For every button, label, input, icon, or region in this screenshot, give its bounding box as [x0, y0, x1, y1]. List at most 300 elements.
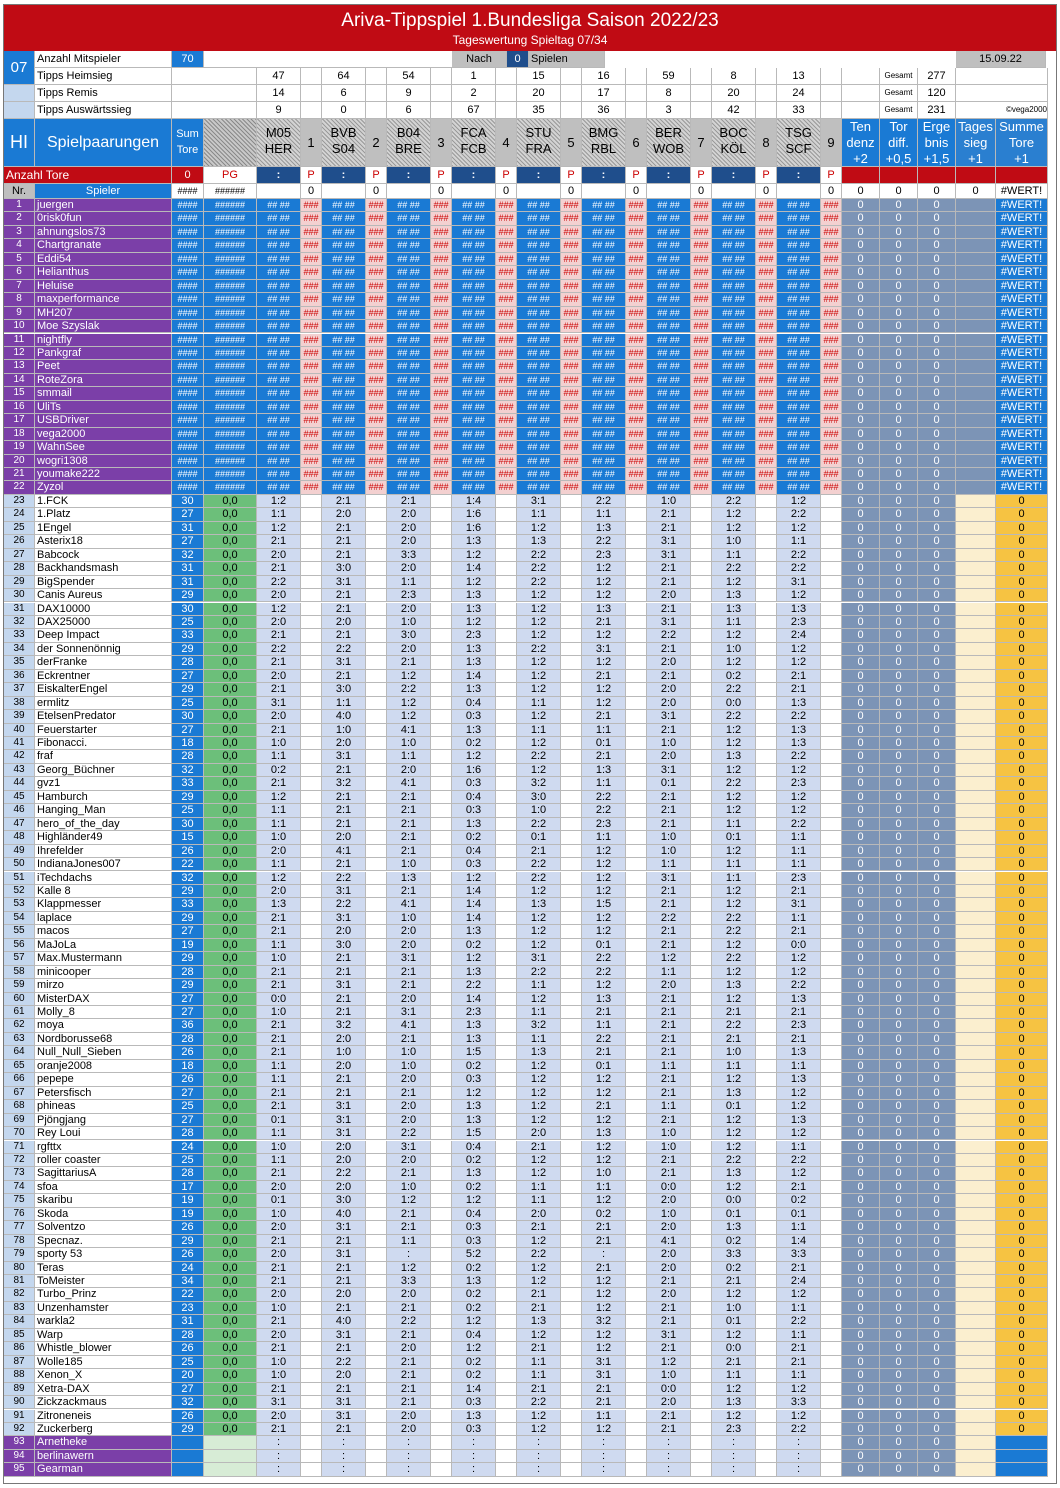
tip: 3:1	[322, 885, 366, 898]
tip-hash: ## ##	[322, 239, 366, 252]
tip-hash: ## ##	[777, 226, 821, 239]
tip: 1:2	[712, 1141, 756, 1154]
points-hash: ###	[496, 414, 517, 427]
bonus-val: 0	[918, 495, 956, 508]
bonus-val: 0	[918, 1127, 956, 1140]
points	[821, 1087, 842, 1100]
points	[821, 1262, 842, 1275]
points	[561, 858, 582, 871]
bonus-val: 0	[996, 1141, 1048, 1154]
tip-count: 0	[322, 102, 366, 119]
points	[821, 697, 842, 710]
tip: 2:1	[387, 1033, 431, 1046]
bonus-val: 0	[918, 1060, 956, 1073]
tip: 2:1	[647, 1410, 691, 1423]
tip: 0:3	[452, 1073, 496, 1086]
points-hash: ###	[821, 280, 842, 293]
bonus-val: 0	[842, 508, 880, 521]
tip: 1:1	[777, 831, 821, 844]
bonus-val	[956, 629, 996, 642]
bonus-val	[956, 374, 996, 387]
tip-hash: ## ##	[517, 401, 561, 414]
tip: 3:3	[777, 1248, 821, 1261]
points	[301, 1006, 322, 1019]
points	[756, 750, 777, 763]
row-number: 6	[4, 266, 35, 279]
points-hash: ###	[756, 320, 777, 333]
bonus-val: 0	[842, 387, 880, 400]
points	[691, 616, 712, 629]
row-number: 88	[4, 1369, 35, 1382]
tip: 1:2	[387, 697, 431, 710]
tip: 1:1	[517, 1369, 561, 1382]
points-hash: ###	[821, 428, 842, 441]
tip: 2:0	[257, 1410, 301, 1423]
points	[496, 697, 517, 710]
points-hash: ###	[691, 428, 712, 441]
points-hash: ###	[821, 360, 842, 373]
sum-tore: 29	[172, 952, 204, 965]
bonus-val	[956, 1006, 996, 1019]
tip: 2:1	[387, 1383, 431, 1396]
points	[366, 979, 387, 992]
points	[626, 1127, 647, 1140]
tip: 1:2	[582, 1342, 626, 1355]
bonus-val: 0	[996, 952, 1048, 965]
zero-cell: 0	[691, 184, 712, 199]
tip: 1:2	[517, 1423, 561, 1436]
tip: 2:2	[387, 683, 431, 696]
sum-tore: 29	[172, 1235, 204, 1248]
points	[756, 522, 777, 535]
tip-gap	[366, 68, 387, 85]
pg-value: 0,0	[204, 1194, 257, 1207]
points-hash: ###	[626, 374, 647, 387]
tip: 2:0	[647, 1221, 691, 1234]
points	[561, 764, 582, 777]
tip: 2:1	[582, 1396, 626, 1409]
points	[431, 1154, 452, 1167]
points	[366, 589, 387, 602]
match-home: M05	[265, 125, 292, 140]
tip-hash: ## ##	[647, 253, 691, 266]
bonus-val: 0	[842, 777, 880, 790]
points	[561, 1235, 582, 1248]
points	[821, 1315, 842, 1328]
points	[691, 979, 712, 992]
row-number: 95	[4, 1463, 35, 1476]
tip-hash: ## ##	[452, 401, 496, 414]
tip: 2:1	[777, 925, 821, 938]
tip: 1:3	[712, 589, 756, 602]
tip: 2:2	[257, 643, 301, 656]
tip: 1:2	[582, 1194, 626, 1207]
points	[496, 1060, 517, 1073]
points	[561, 1087, 582, 1100]
tip: 2:1	[257, 777, 301, 790]
tip: 2:1	[582, 1100, 626, 1113]
tip: 1:3	[452, 683, 496, 696]
points	[561, 1450, 582, 1463]
sum-tore: 32	[172, 1396, 204, 1409]
player-name: Rey Loui	[35, 1127, 172, 1140]
points	[366, 872, 387, 885]
bonus-val: 0	[918, 683, 956, 696]
points	[496, 549, 517, 562]
tip: 2:1	[322, 629, 366, 642]
pg-value: 0,0	[204, 1087, 257, 1100]
tip-hash: ## ##	[452, 293, 496, 306]
tip-count: 17	[582, 85, 626, 102]
points-hash: ###	[366, 401, 387, 414]
tip: 2:1	[647, 562, 691, 575]
bonus-val: 0	[842, 1342, 880, 1355]
points	[301, 1114, 322, 1127]
player-name: Kalle 8	[35, 885, 172, 898]
tip: 2:1	[712, 1356, 756, 1369]
points	[691, 858, 712, 871]
points-hash: ###	[366, 239, 387, 252]
points	[626, 1046, 647, 1059]
pg-value: 0,0	[204, 1006, 257, 1019]
points	[821, 522, 842, 535]
points	[366, 1019, 387, 1032]
tip: 3:1	[647, 710, 691, 723]
points-hash: ###	[626, 347, 647, 360]
points	[366, 885, 387, 898]
tip: 1:1	[257, 818, 301, 831]
p-cell: P	[691, 167, 712, 184]
tip: 2:1	[257, 1235, 301, 1248]
tip: 2:1	[322, 522, 366, 535]
tip: 3:0	[322, 1194, 366, 1207]
tip: 3:2	[322, 1019, 366, 1032]
row-number: 83	[4, 1302, 35, 1315]
points	[366, 1315, 387, 1328]
tip: 2:0	[322, 1181, 366, 1194]
tip: 1:0	[387, 912, 431, 925]
tip: 2:0	[647, 656, 691, 669]
bonus-val: 0	[918, 562, 956, 575]
points	[561, 1262, 582, 1275]
bonus-label: +1	[968, 151, 983, 166]
pg-value: 0,0	[204, 764, 257, 777]
row-number: 85	[4, 1329, 35, 1342]
points	[496, 1302, 517, 1315]
bonus-val: 0	[918, 401, 956, 414]
player-name: Max.Mustermann	[35, 952, 172, 965]
points-hash: ###	[561, 226, 582, 239]
bonus-val: 0	[918, 347, 956, 360]
tip-hash: ## ##	[777, 414, 821, 427]
bonus-val: 0	[996, 710, 1048, 723]
tip: 1:1	[582, 831, 626, 844]
points-hash: ###	[821, 199, 842, 212]
tip: 2:1	[777, 885, 821, 898]
tip-hash: ## ##	[452, 334, 496, 347]
points	[691, 1033, 712, 1046]
points-hash: ###	[821, 401, 842, 414]
row-number: 30	[4, 589, 35, 602]
player-name: Highländer49	[35, 831, 172, 844]
tip: 1:2	[257, 791, 301, 804]
points	[431, 979, 452, 992]
match-home: B04	[396, 125, 421, 140]
points	[561, 1329, 582, 1342]
sum-tore: 27	[172, 1114, 204, 1127]
tip: 2:1	[257, 979, 301, 992]
pg-value: 0,0	[204, 925, 257, 938]
bonus-val: 0	[918, 212, 956, 225]
player-name: USBDriver	[35, 414, 172, 427]
bonus-val: 0	[918, 629, 956, 642]
bonus-val	[956, 1463, 996, 1476]
points	[496, 603, 517, 616]
bonus-val: 0	[996, 804, 1048, 817]
points	[821, 1450, 842, 1463]
points-hash: ###	[821, 347, 842, 360]
points	[561, 1167, 582, 1180]
bonus-val: 0	[996, 1087, 1048, 1100]
bonus-label: Tor	[889, 119, 908, 134]
points	[561, 1194, 582, 1207]
pg-hash: ######	[204, 481, 257, 494]
points	[561, 629, 582, 642]
match-pairing	[582, 119, 626, 167]
bonus-val: 0	[842, 576, 880, 589]
tip-hash: ## ##	[322, 401, 366, 414]
row-number: 46	[4, 804, 35, 817]
tip-empty: :	[647, 1463, 691, 1476]
tip: 1:2	[517, 993, 561, 1006]
tip: 1:1	[517, 1356, 561, 1369]
points-hash: ###	[626, 481, 647, 494]
points-hash: ###	[301, 280, 322, 293]
sum-tore: 28	[172, 1167, 204, 1180]
row-number: 8	[4, 293, 35, 306]
bonus-val: 0	[842, 320, 880, 333]
bonus-val: 0	[996, 1235, 1048, 1248]
points	[431, 1033, 452, 1046]
bonus-val	[956, 347, 996, 360]
bonus-val: 0	[996, 1006, 1048, 1019]
points-hash: ###	[626, 468, 647, 481]
points	[496, 616, 517, 629]
tip-hash: ## ##	[777, 360, 821, 373]
points	[756, 1436, 777, 1449]
points	[756, 576, 777, 589]
points-hash: ###	[366, 414, 387, 427]
pg-value: 0,0	[204, 818, 257, 831]
tip: 1:3	[582, 1127, 626, 1140]
points-hash: ###	[626, 253, 647, 266]
tip: 4:1	[387, 777, 431, 790]
tip-gap	[691, 85, 712, 102]
bonus-val	[956, 1248, 996, 1261]
tip: 3:1	[322, 979, 366, 992]
tip: 2:1	[647, 939, 691, 952]
p-cell: P	[561, 167, 582, 184]
tip-empty: :	[712, 1436, 756, 1449]
points	[431, 818, 452, 831]
points	[821, 925, 842, 938]
tip: 1:2	[712, 1181, 756, 1194]
tip: 1:2	[452, 1342, 496, 1355]
points	[821, 1423, 842, 1436]
tip: 1:2	[517, 683, 561, 696]
tip: 0:1	[582, 737, 626, 750]
bonus-val: 0	[918, 1423, 956, 1436]
points	[431, 1114, 452, 1127]
tip-hash: ## ##	[387, 307, 431, 320]
points	[756, 1046, 777, 1059]
points	[366, 1046, 387, 1059]
points-hash: ###	[301, 199, 322, 212]
points	[431, 1356, 452, 1369]
tip: 2:1	[387, 831, 431, 844]
points	[626, 966, 647, 979]
points	[756, 993, 777, 1006]
points-hash: ###	[496, 334, 517, 347]
tip: 2:0	[257, 589, 301, 602]
bonus-val: 0	[842, 724, 880, 737]
pg-value: 0,0	[204, 697, 257, 710]
bonus-val: 0	[842, 428, 880, 441]
blank	[777, 184, 821, 199]
zero-cell: 0	[496, 184, 517, 199]
tip: 1:3	[517, 535, 561, 548]
bonus-val: 0	[996, 1342, 1048, 1355]
tip: 1:2	[712, 1114, 756, 1127]
bonus-val: 0	[880, 253, 918, 266]
tip: 2:2	[712, 912, 756, 925]
tip-count: 20	[712, 85, 756, 102]
bonus-val	[956, 845, 996, 858]
player-name: iTechdachs	[35, 872, 172, 885]
points-hash: ###	[431, 428, 452, 441]
tip-hash: ## ##	[777, 293, 821, 306]
bonus-val: 0	[880, 589, 918, 602]
bonus-val: 0	[996, 495, 1048, 508]
bonus-val: 0	[842, 1463, 880, 1476]
points-hash: ###	[561, 441, 582, 454]
points	[821, 616, 842, 629]
tip: 1:1	[777, 912, 821, 925]
bonus-val: 0	[842, 764, 880, 777]
tip-empty: :	[777, 1450, 821, 1463]
points-hash: ###	[431, 455, 452, 468]
tip-hash: ## ##	[517, 360, 561, 373]
tip: 2:0	[647, 1396, 691, 1409]
points-hash: ###	[496, 280, 517, 293]
bonus-val	[956, 912, 996, 925]
sum-hash: ####	[172, 455, 204, 468]
bonus-val: 0	[842, 360, 880, 373]
bonus-val: 0	[842, 307, 880, 320]
tip: 1:2	[712, 1073, 756, 1086]
row-number: 17	[4, 414, 35, 427]
row-number: 35	[4, 656, 35, 669]
tip: 1:2	[712, 1410, 756, 1423]
bonus-val: 0	[842, 979, 880, 992]
points	[756, 1329, 777, 1342]
tip: 3:1	[647, 872, 691, 885]
tip-hash: ## ##	[257, 481, 301, 494]
bonus-val: 0	[842, 1100, 880, 1113]
player-name: Xetra-DAX	[35, 1383, 172, 1396]
points	[496, 1450, 517, 1463]
points-hash: ###	[366, 226, 387, 239]
tip-hash: ## ##	[712, 307, 756, 320]
tip: 1:0	[387, 1060, 431, 1073]
player-name: Zickzackmaus	[35, 1396, 172, 1409]
points-hash: ###	[561, 253, 582, 266]
sum-tore: 31	[172, 576, 204, 589]
bonus-val	[956, 791, 996, 804]
bonus-val	[956, 1181, 996, 1194]
tip: 1:3	[712, 1167, 756, 1180]
points	[626, 1436, 647, 1449]
points	[301, 831, 322, 844]
points	[626, 1450, 647, 1463]
points-hash: ###	[301, 360, 322, 373]
tip: 1:3	[452, 1275, 496, 1288]
points	[301, 1100, 322, 1113]
bonus-header	[918, 119, 956, 167]
bonus-val	[956, 966, 996, 979]
points	[301, 1087, 322, 1100]
tip: 2:1	[322, 603, 366, 616]
tip: 1:1	[647, 966, 691, 979]
tip: 1:0	[322, 1046, 366, 1059]
points	[691, 1383, 712, 1396]
bonus-val: 0	[918, 804, 956, 817]
tip: 2:0	[257, 710, 301, 723]
bonus-val: 0	[996, 750, 1048, 763]
tip: 1:2	[517, 1154, 561, 1167]
tip: 1:2	[712, 522, 756, 535]
pg-hash: ######	[204, 401, 257, 414]
tip-hash: ## ##	[582, 347, 626, 360]
points	[301, 1342, 322, 1355]
tip: 2:1	[647, 724, 691, 737]
points	[496, 1423, 517, 1436]
bonus-val	[956, 401, 996, 414]
tip: 2:0	[322, 1288, 366, 1301]
bonus-val: 0	[918, 360, 956, 373]
bonus-val	[956, 320, 996, 333]
tip: 2:0	[387, 508, 431, 521]
tip: 1:2	[777, 1288, 821, 1301]
bonus-val	[996, 1436, 1048, 1449]
tip-gap	[561, 102, 582, 119]
tip: 4:1	[387, 898, 431, 911]
player-name: nightfly	[35, 334, 172, 347]
sum-hash: ####	[172, 414, 204, 427]
tip: 2:0	[322, 831, 366, 844]
tip: 2:1	[257, 535, 301, 548]
bonus-val: 0	[880, 683, 918, 696]
points	[496, 629, 517, 642]
tip: 0:2	[452, 1369, 496, 1382]
points	[626, 791, 647, 804]
tip-empty: :	[712, 1450, 756, 1463]
points-hash: ###	[756, 387, 777, 400]
bonus-val: 0	[918, 1167, 956, 1180]
tip: 2:2	[582, 952, 626, 965]
points	[756, 925, 777, 938]
row-number: 65	[4, 1060, 35, 1073]
